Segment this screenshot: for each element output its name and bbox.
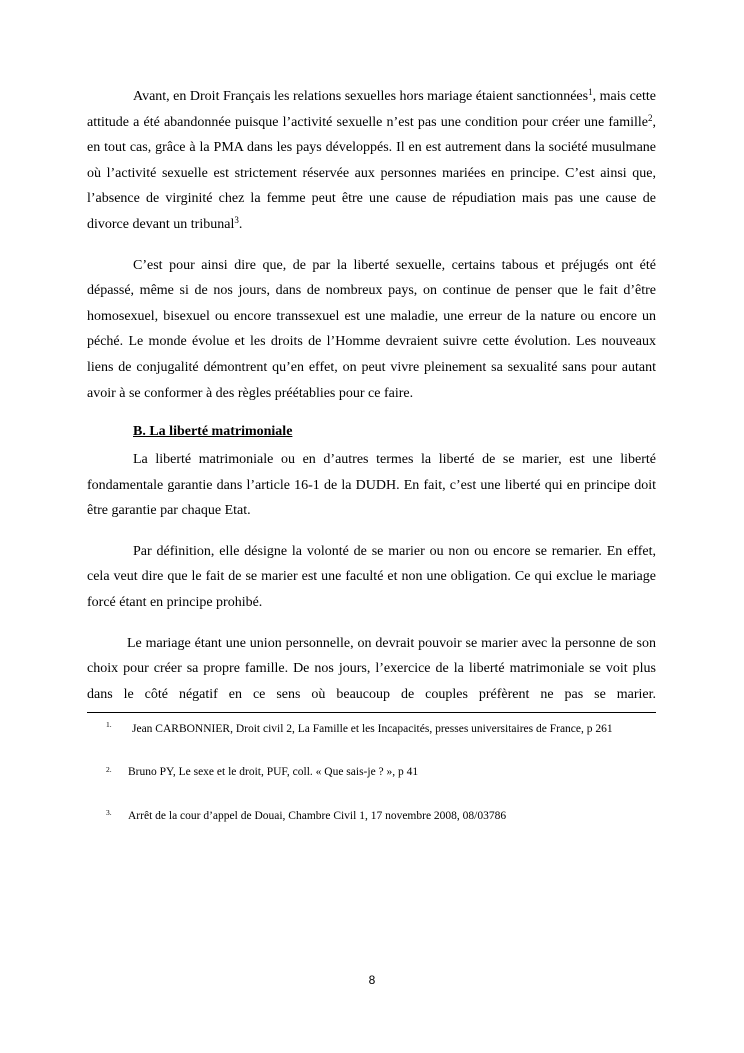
paragraph-sexual-relations: Avant, en Droit Français les relations sexuelles hors mariage étaient sanctionnées$^1$, mais cette attitude a été abandonnée puisque l’activité sexuelle n’est pas une condition pour créer une famille$^2$, en tout cas, grâce à la PMA dans les pays développés. Il en est autrement dans la société musulmane où l’activité sexuelle est strictement réservée aux personnes mariées en principe. C’est ainsi que, l’absence de virginité chez la femme peut être une cause de répudiation mais pas une cause de divorce devant un tribunal$^3$. (87, 87, 656, 232)
footnote-3: Arrêt de la cour d’appel de Douai, Chambre Civil 1, 17 novembre 2008, 08/03786 (128, 810, 507, 822)
paragraph-personal-union: Le mariage étant une union personnelle, on devrait pouvoir se marier avec la personne de son choix pour créer sa propre famille. De nos jours, l’exercice de la liberté matrimoniale se voit plus dans le côté négatif en ce sens où beaucoup de couples préfèrent ne pas se marier. (87, 635, 656, 702)
footnote-ref-1[interactable]: 1 (588, 87, 593, 97)
paragraph-taboos: C’est pour ainsi dire que, de par la liberté sexuelle, certains tabous et préjugés ont été dépassé, même si de nos jours, dans de nombreux pays, on continue de penser que le fait d’être homosexuel, bisexuel ou encore transsexuel est une maladie, une erreur de la nature ou encore un péché. Le monde évolue et les droits de l’Homme devraient suivre cette évolution. Les nouveaux liens de conjugalité démontrent qu’en effet, on peut vivre pleinement sa sexualité sans pour autant avoir à se conformer à des règles préétablies pour ce faire. (87, 257, 656, 401)
paragraph-definition-liberty: La liberté matrimoniale ou en d’autres termes la liberté de se marier, est une liberté fondamentale garantie dans l’article 16-1 de la DUDH. En fait, c’est une liberté qui en principe doit être garantie par chaque Etat. (87, 452, 656, 519)
footnote-number-2: 2. (106, 765, 112, 774)
footnote-number-3: 3. (106, 808, 112, 817)
section-heading: B. La liberté matrimoniale (133, 424, 293, 439)
paragraph-will-to-marry: Par définition, elle désigne la volonté de se marier ou non ou encore se remarier. En effet, cela veut dire que le fait de se marier est une faculté et non une obligation. Ce qui exclue le mariage forcé étant en principe prohibé. (87, 543, 656, 610)
body-text-upper (87, 84, 656, 406)
footnote-ref-2[interactable]: 2 (648, 112, 653, 123)
footnote-ref-3[interactable]: 3 (234, 214, 239, 225)
body-text-lower (87, 447, 656, 707)
footnote-number-1: 1. (106, 720, 112, 729)
footnote-2: Bruno PY, Le sexe et le droit, PUF, coll. « Que sais-je ? », p 41 (128, 766, 419, 778)
page-number: 8 (368, 973, 376, 987)
footnote-separator (87, 712, 656, 713)
footnote-1: Jean CARBONNIER, Droit civil 2, La Famille et les Incapacités, presses universitaires de France, p 261 (132, 723, 613, 735)
